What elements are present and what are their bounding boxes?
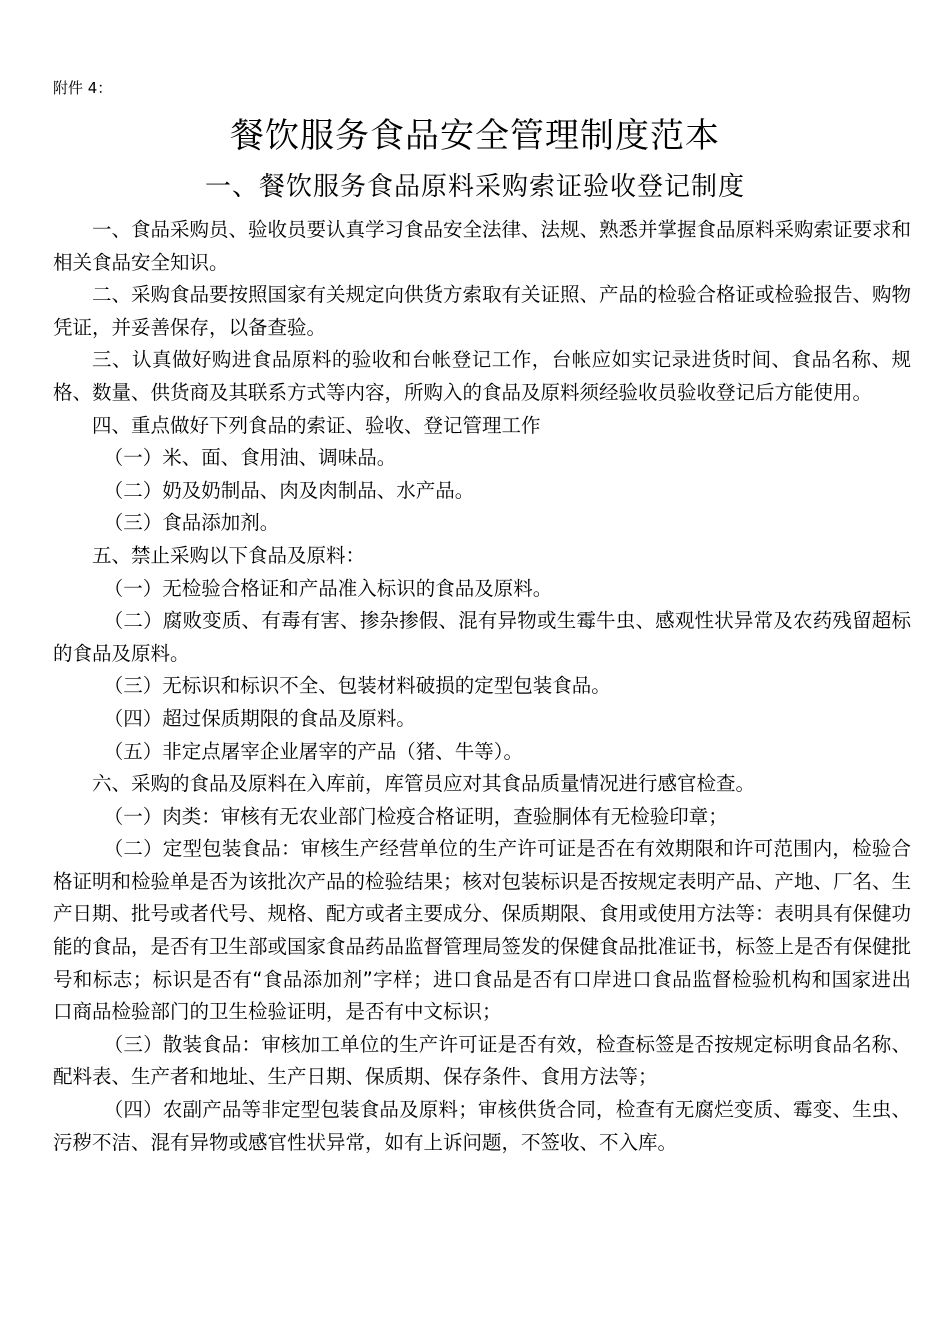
paragraph: （二）奶及奶制品、肉及肉制品、水产品。 xyxy=(103,478,475,502)
paragraph: （二）定型包装食品：审核生产经营单位的生产许可证是否在有效期限和许可范围内，检验合格证明和检验单是否为该批次产品的检验结果；核对包装标识是否按规定表明产品、产地、厂名、生产日期、批号或者代号、规格、配方或者主要成分、保质期限、食用或使用方法等：表明具有保健功能的食品，是否有卫生部或国家食品药品监督管理局签发的保健食品批准证书，标签上是否有保健批号和标志；标识是否有“食品添加剂”字样；进口食品是否有口岸进口食品监督检验机构和国家进出口商品检验部门的卫生检验证明，是否有中文标识； xyxy=(53,837,912,1024)
paragraph: （三）无标识和标识不全、包装材料破损的定型包装食品。 xyxy=(103,674,611,698)
paragraph: （四）农副产品等非定型包装食品及原料；审核供货合同，检查有无腐烂变质、霉变、生虫、污秽不洁、混有异物或感官性状异常，如有上诉问题，不签收、不入库。 xyxy=(53,1098,911,1154)
paragraph: 四、重点做好下列食品的索证、验收、登记管理工作 xyxy=(92,413,541,437)
paragraph: 二、采购食品要按照国家有关规定向供货方索取有关证照、产品的检验合格证或检验报告、购物凭证，并妥善保存，以备查验。 xyxy=(53,283,912,339)
paragraph: 一、食品采购员、验收员要认真学习食品安全法律、法规、熟悉并掌握食品原料采购索证要求和相关食品安全知识。 xyxy=(53,218,912,274)
paragraph: （一）肉类：审核有无农业部门检疫合格证明，查验胴体有无检验印章； xyxy=(103,804,728,828)
paragraph: （三）食品添加剂。 xyxy=(103,511,280,535)
paragraph: （一）无检验合格证和产品准入标识的食品及原料。 xyxy=(103,576,553,600)
document-title: 餐饮服务食品安全管理制度范本 xyxy=(230,116,720,156)
paragraph: 五、禁止采购以下食品及原料： xyxy=(92,543,366,567)
paragraph: （二）腐败变质、有毒有害、掺杂掺假、混有异物或生霉牛虫、感观性状异常及农药残留超标的食品及原料。 xyxy=(53,609,911,665)
paragraph: （三）散装食品：审核加工单位的生产许可证是否有效，检查标签是否按规定标明食品名称、配料表、生产者和地址、生产日期、保质期、保存条件、食用方法等； xyxy=(53,1032,911,1089)
paragraph: （五）非定点屠宰企业屠宰的产品（猪、牛等）。 xyxy=(103,739,523,763)
paragraph: 六、采购的食品及原料在入库前，库管员应对其食品质量情况进行感官检查。 xyxy=(92,772,756,796)
paragraph: （一）米、面、食用油、调味品。 xyxy=(103,446,397,470)
section-heading: 一、餐饮服务食品原料采购索证验收登记制度 xyxy=(204,172,745,202)
paragraph: 三、认真做好购进食品原料的验收和台帐登记工作，台帐应如实记录进货时间、食品名称、规格、数量、供货商及其联系方式等内容，所购入的食品及原料须经验收员验收登记后方能使用。 xyxy=(53,348,911,404)
document-body xyxy=(53,214,911,1159)
attachment-label: 附件 4： xyxy=(53,79,113,97)
paragraph: （四）超过保质期限的食品及原料。 xyxy=(103,706,416,730)
